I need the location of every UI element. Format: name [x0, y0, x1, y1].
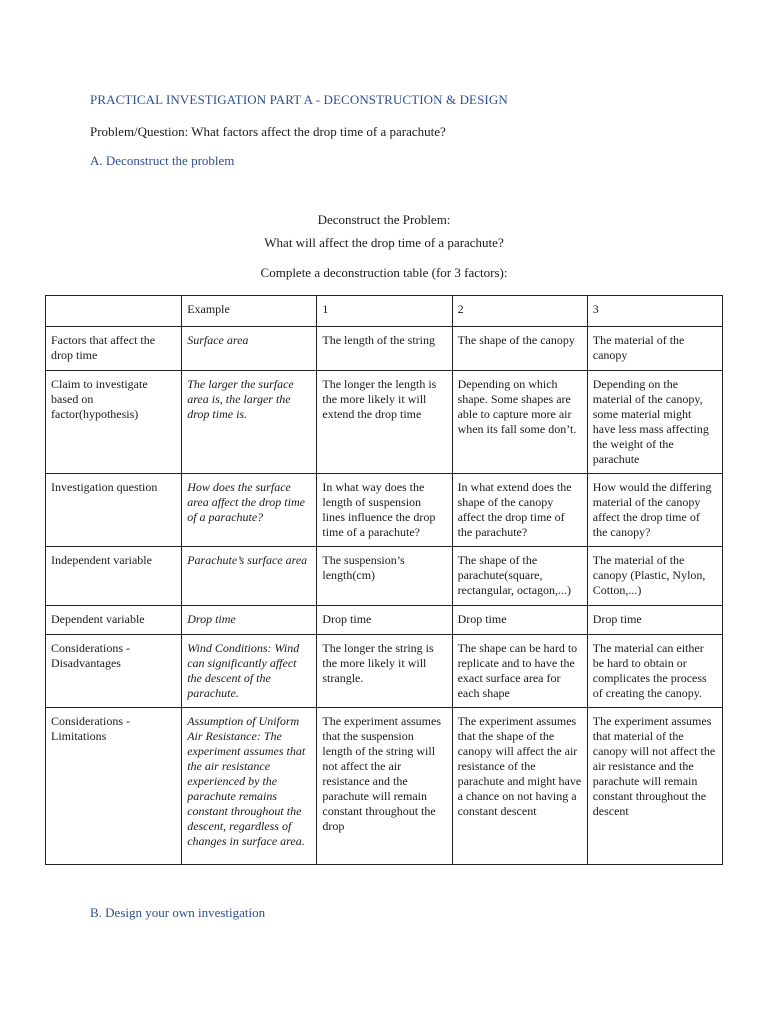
table-cell: Drop time	[587, 606, 722, 635]
table-cell: Drop time	[317, 606, 452, 635]
table-cell: Parachute’s surface area	[182, 547, 317, 606]
table-row	[46, 606, 723, 635]
table-cell: Drop time	[452, 606, 587, 635]
row-label: Considerations - Limitations	[46, 708, 182, 865]
table-header-row	[46, 296, 723, 327]
section-a-heading: A. Deconstruct the problem	[90, 153, 235, 168]
row-label: Considerations - Disadvantages	[46, 635, 182, 708]
intro-line-1: Deconstruct the Problem:	[317, 212, 451, 227]
intro-line-2: What will affect the drop time of a parachute?	[264, 235, 504, 250]
table-cell: The longer the length is the more likely it will extend the drop time	[317, 371, 452, 474]
table-cell: How would the differing material of the canopy affect the drop time of the canopy?	[587, 474, 722, 547]
row-label: Claim to investigate based on factor(hypothesis)	[46, 371, 182, 474]
row-label: Independent variable	[46, 547, 182, 606]
table-cell: The material can either be hard to obtain or complicates the process of creating the canopy.	[587, 635, 722, 708]
table-cell: The experiment assumes that material of the canopy will not affect the air resistance and the parachute will remain constant throughout the descent	[587, 708, 722, 865]
table-cell: Wind Conditions: Wind can significantly affect the descent of the parachute.	[182, 635, 317, 708]
table-cell: The material of the canopy (Plastic, Nylon, Cotton,...)	[587, 547, 722, 606]
row-label: Investigation question	[46, 474, 182, 547]
table-cell: Drop time	[182, 606, 317, 635]
table-cell: How does the surface area affect the drop time of a parachute?	[182, 474, 317, 547]
table-cell: The material of the canopy	[587, 327, 722, 371]
deconstruction-table	[45, 295, 723, 865]
row-label: Factors that affect the drop time	[46, 327, 182, 371]
table-header-cell: 2	[452, 296, 587, 327]
table-row	[46, 708, 723, 865]
table-cell: Surface area	[182, 327, 317, 371]
table-header-cell: Example	[182, 296, 317, 327]
intro-line-3: Complete a deconstruction table (for 3 factors):	[260, 265, 508, 280]
table-cell: The experiment assumes that the suspension length of the string will not affect the air resistance and the parachute will remain constant throughout the drop	[317, 708, 452, 865]
table-cell: The length of the string	[317, 327, 452, 371]
table-cell: Depending on the material of the canopy, some material might have less mass affecting the weight of the parachute	[587, 371, 722, 474]
table-row	[46, 371, 723, 474]
table-row	[46, 547, 723, 606]
table-cell: In what extend does the shape of the canopy affect the drop time of the parachute?	[452, 474, 587, 547]
table-cell: The shape of the parachute(square, rectangular, octagon,...)	[452, 547, 587, 606]
table-row	[46, 635, 723, 708]
section-b-heading: B. Design your own investigation	[90, 905, 266, 920]
table-cell: In what way does the length of suspension lines influence the drop time of a parachute?	[317, 474, 452, 547]
table-header-cell	[46, 296, 182, 327]
table-header-cell: 1	[317, 296, 452, 327]
table-cell: The longer the string is the more likely it will strangle.	[317, 635, 452, 708]
table-row	[46, 474, 723, 547]
table-cell: Assumption of Uniform Air Resistance: The experiment assumes that the air resistance experienced by the parachute remains constant throughout the descent, regardless of changes in surface area.	[182, 708, 317, 865]
problem-question: Problem/Question: What factors affect the drop time of a parachute?	[90, 124, 446, 139]
table-cell: The suspension’s length(cm)	[317, 547, 452, 606]
table-cell: The shape of the canopy	[452, 327, 587, 371]
document-title: PRACTICAL INVESTIGATION PART A - DECONSTRUCTION & DESIGN	[90, 92, 508, 107]
table-cell: The larger the surface area is, the larger the drop time is.	[182, 371, 317, 474]
table-row	[46, 327, 723, 371]
row-label: Dependent variable	[46, 606, 182, 635]
table-cell: The shape can be hard to replicate and to have the exact surface area for each shape	[452, 635, 587, 708]
table-header-cell: 3	[587, 296, 722, 327]
table-cell: Depending on which shape. Some shapes are able to capture more air when its fall some don’t.	[452, 371, 587, 474]
table-cell: The experiment assumes that the shape of the canopy will affect the air resistance of the parachute and might have a chance on not having a constant descent	[452, 708, 587, 865]
